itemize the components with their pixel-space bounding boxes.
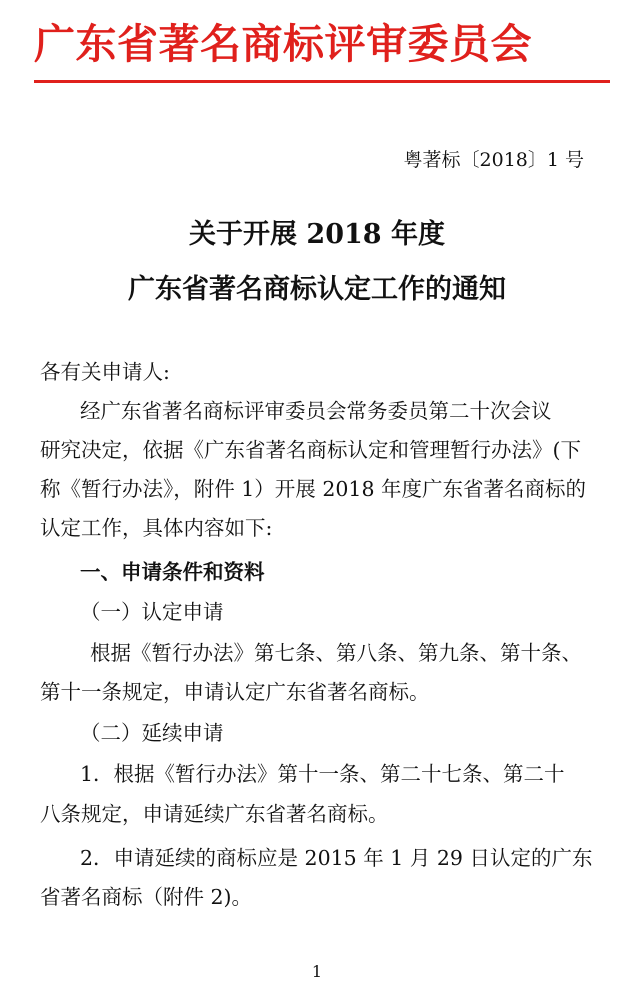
paragraph-line: 八条规定，申请延续广东省著名商标。 — [40, 802, 389, 826]
paragraph-line: 第十一条规定，申请认定广东省著名商标。 — [40, 680, 430, 704]
document-number: 粤著标〔2018〕1 号 — [403, 149, 584, 171]
subsection-heading: （二）延续申请 — [80, 721, 224, 745]
letterhead-title: 广东省著名商标评审委员会 — [34, 20, 532, 68]
letterhead-rule — [34, 80, 610, 83]
notice-title-line-1: 关于开展 2018 年度 — [189, 219, 445, 250]
section-heading: 一、申请条件和资料 — [80, 560, 265, 584]
paragraph-line: 省著名商标（附件 2)。 — [40, 885, 253, 909]
paragraph-line: 1．根据《暂行办法》第十一条、第二十七条、第二十 — [80, 762, 565, 786]
intro-line: 认定工作，具体内容如下: — [40, 516, 273, 540]
intro-line: 经广东省著名商标评审委员会常务委员第二十次会议 — [80, 399, 552, 423]
subsection-heading: （一）认定申请 — [80, 600, 224, 624]
intro-line: 称《暂行办法》，附件 1）开展 2018 年度广东省著名商标的 — [40, 477, 587, 501]
salutation: 各有关申请人: — [40, 360, 170, 384]
paragraph-line: 根据《暂行办法》第七条、第八条、第九条、第十条、 — [90, 641, 582, 665]
intro-line: 研究决定，依据《广东省著名商标认定和管理暂行办法》(下 — [40, 438, 581, 462]
page-number: 1 — [311, 962, 323, 981]
paragraph-line: 2．申请延续的商标应是 2015 年 1 月 29 日认定的广东 — [80, 846, 593, 870]
notice-title-line-2: 广东省著名商标认定工作的通知 — [128, 274, 506, 305]
